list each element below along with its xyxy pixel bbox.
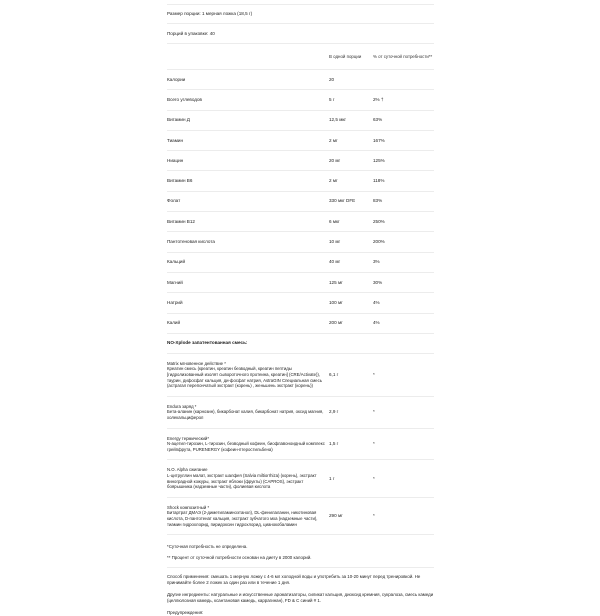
servings-per-container: Порций в упаковке: 40 — [167, 30, 215, 36]
footnotes — [167, 535, 434, 561]
blend-daily-value: * — [373, 371, 375, 377]
nutrient-amount: 40 мг — [329, 259, 341, 265]
nutrient-name: Витамин B12 — [167, 218, 195, 224]
nutrient-row — [167, 232, 434, 252]
nutrient-name: Калории — [167, 76, 186, 82]
nutrient-amount: 100 мг — [329, 299, 343, 305]
divider — [167, 567, 434, 568]
nutrient-name: Витамин B6 — [167, 178, 193, 184]
blend-ingredients: Бета-аланин (карнозин), бикарбонат калия, бикарбонат натрия, оксид магния, холекальциферол — [167, 409, 324, 421]
warnings-title: Предупреждения: — [167, 610, 204, 616]
blend-row — [167, 354, 434, 397]
nutrient-amount: 12,5 мкг — [329, 117, 347, 123]
nutrient-name: Пантотеновая кислота — [167, 239, 215, 245]
nutrient-row — [167, 293, 434, 313]
blend-daily-value: * — [373, 512, 375, 518]
nutrient-daily-value: 30% — [373, 279, 383, 285]
nutrient-row — [167, 90, 434, 110]
nutrient-name: Фолат — [167, 198, 181, 204]
blend-row — [167, 498, 434, 535]
other-ingredients: Другие ингредиенты: натуральные и искусственные ароматизаторы, силикат кальция, диоксид кремния, сукралоза, смесь камеди (целлюлозная камедь, ксантановая камедь, каррагинан), FD & C синий # 1. — [167, 592, 434, 604]
nutrient-amount: 5 г — [329, 96, 335, 102]
col-per-serving: В одной порции — [329, 53, 362, 59]
nutrient-row — [167, 192, 434, 212]
blend-amount: 1 г — [329, 475, 335, 481]
nutrient-row — [167, 151, 434, 171]
table-header-row — [167, 44, 434, 70]
blend-ingredients: N-ацетил-тирозин, L-тирозин, безводный кофеин, биофлавоноидный комплекс грейпфрута, PURENERGY (кофеин-птеростильбена) — [167, 441, 325, 452]
nutrient-daily-value: 250% — [373, 218, 385, 224]
nutrient-amount: 330 мкг DFE — [329, 198, 356, 204]
nutrient-daily-value: 167% — [373, 137, 385, 143]
nutrient-daily-value: 63% — [373, 117, 383, 123]
blend-section-title: NO-Xplode запатентованная смесь: — [167, 340, 248, 346]
nutrient-name: Калий — [167, 320, 181, 326]
supplement-facts-table — [167, 0, 434, 616]
nutrient-row — [167, 253, 434, 273]
nutrient-name: Всего углеводов — [167, 96, 202, 102]
blend-ingredients: L-цитруллин малат, экстракт шалфея (Salvia miltiorrhiza) (корень), экстракт виноградной кожуры, экстракт яблоки (фрукты) (CAPROS), экстракт боярышника (надземные части), фолиевая кислота — [167, 472, 317, 490]
col-daily-value: % от суточной потребности** — [373, 53, 433, 59]
blend-row — [167, 460, 434, 497]
blend-name: Endura заряд * — [167, 403, 197, 409]
blend-amount: 6,1 г — [329, 371, 339, 377]
blend-ingredients: Битартрат ДМАЭ (2-диметиламиноэтанол), DL-фенилаланин, никотиновая кислота, D-пантотенат кальция, экстракт зубчатого мха (надземные части), тиамин гидрохлорид, пиридоксин гидрохлорид, цианокобаламин — [167, 510, 318, 527]
blend-amount: 290 мг — [329, 512, 343, 518]
nutrient-amount: 6 мкг — [329, 218, 340, 224]
nutrient-daily-value: 3% — [373, 259, 380, 265]
nutrient-amount: 20 мг — [329, 157, 341, 163]
servings-per-container-row — [167, 24, 434, 44]
usage-directions: Способ применения: смешать 1 мерную ложку с 4-6 мл холодной воды и употребить за 10-20 минут перед тренировкой. Не принимайте более 2 ложек за один раз или в течение 1 дня. — [167, 574, 421, 586]
blend-name: N.O. Alpha сжигание — [167, 467, 208, 473]
blend-section-title-row — [167, 334, 434, 354]
blend-daily-value: * — [373, 441, 375, 446]
nutrient-row — [167, 111, 434, 131]
blend-amount: 2,9 г — [329, 409, 339, 415]
nutrient-amount: 10 мг — [329, 239, 341, 245]
nutrient-row — [167, 131, 434, 151]
blend-row — [167, 397, 434, 429]
blend-daily-value: * — [373, 409, 375, 415]
blend-amount: 1,5 г — [329, 441, 339, 446]
nutrient-row — [167, 212, 434, 232]
nutrient-amount: 125 мг — [329, 279, 343, 285]
nutrient-daily-value: 125% — [373, 157, 385, 163]
nutrient-amount: 20 — [329, 76, 335, 82]
blend-list — [167, 354, 434, 535]
nutrient-row — [167, 314, 434, 334]
nutrient-name: Магний — [167, 279, 183, 285]
blend-name: Matrix мгновенное действие * — [167, 360, 226, 366]
nutrient-name: Тиамин — [167, 137, 183, 143]
nutrient-amount: 200 мг — [329, 320, 343, 326]
nutrient-daily-value: 83% — [373, 198, 383, 204]
footnote-1: *Суточная потребность не определена. — [167, 544, 248, 550]
nutrient-row — [167, 273, 434, 293]
blend-description — [167, 404, 329, 421]
nutrient-list — [167, 70, 434, 334]
nutrient-daily-value: 118% — [373, 178, 385, 184]
nutrient-daily-value: 4% — [373, 299, 380, 305]
blend-ingredients: Креатин смесь (креатин, креатин безводный, креатин пептиды [гидролизованный изолят сывороточного протеина, креатин] (CRE/Activate)), таурин, дифосфат кальция, ди-фосфат натрия, AstraGIN Специальная смесь (астрагал перепончатый экстракт (корень) , женьшень экстракт (корень)) — [167, 366, 322, 389]
nutrient-amount: 2 мг — [329, 137, 338, 143]
blend-row — [167, 429, 434, 461]
blend-description — [167, 436, 329, 453]
nutrient-name: Натрий — [167, 299, 183, 305]
nutrient-name: Кальций — [167, 259, 186, 265]
blend-description — [167, 467, 329, 489]
nutrient-daily-value: 200% — [373, 239, 385, 245]
nutrient-row — [167, 70, 434, 90]
blend-description — [167, 361, 329, 389]
nutrient-amount: 2 мг — [329, 178, 338, 184]
nutrient-daily-value: 4% — [373, 320, 380, 326]
nutrient-row — [167, 171, 434, 191]
nutrient-daily-value: 2% † — [373, 96, 384, 102]
nutrient-name: Ниацин — [167, 157, 184, 163]
blend-name: Shock композитный * — [167, 504, 210, 510]
footnote-2: ** Процент от суточной потребности основан на диету в 2000 калорий. — [167, 555, 312, 561]
blend-daily-value: * — [373, 475, 375, 481]
blend-name: Energy термический* — [167, 435, 209, 441]
serving-size: Размер порции: 1 мерная ложка (18,5 г) — [167, 11, 253, 16]
serving-size-row — [167, 5, 434, 24]
nutrient-name: Витамин Д — [167, 117, 190, 123]
blend-description — [167, 505, 329, 527]
